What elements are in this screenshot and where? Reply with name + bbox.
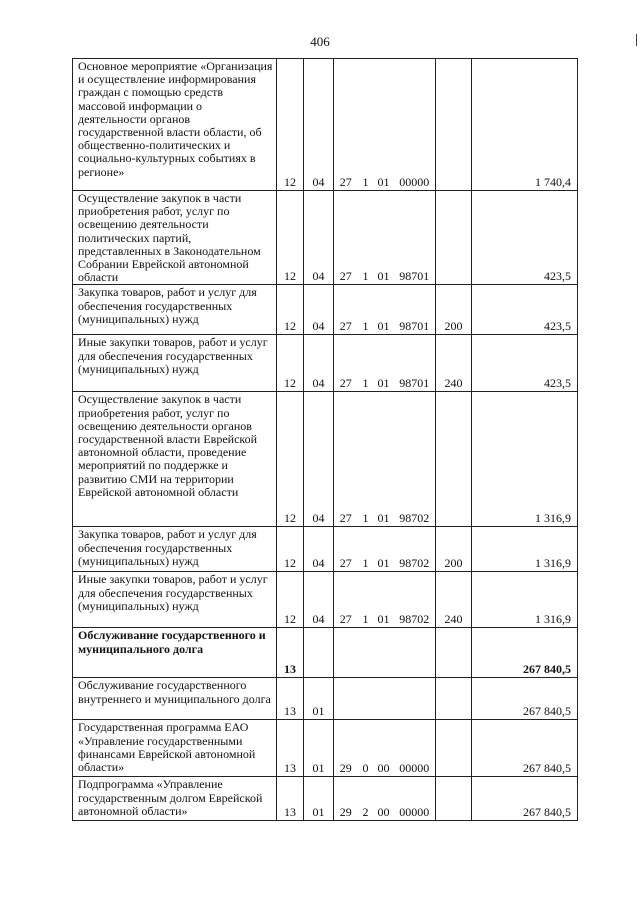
amount: 1 316,9 (472, 572, 578, 628)
target-article-subprogram (358, 628, 374, 678)
expense-type-code (436, 59, 472, 191)
table-row (73, 191, 578, 285)
section-code: 12 (277, 572, 304, 628)
target-article-direction: 00000 (394, 777, 436, 821)
target-article-subprogram: 1 (358, 392, 374, 527)
target-article-subprogram: 1 (358, 59, 374, 191)
subsection-code: 04 (304, 392, 334, 527)
row-name: Обслуживание государственного и муниципального долга (78, 628, 266, 656)
target-article-event: 01 (374, 191, 394, 285)
row-name: Закупка товаров, работ и услуг для обеспечения государственных (муниципальных) нужд (78, 527, 257, 568)
target-article-event (374, 628, 394, 678)
target-article-event: 00 (374, 777, 394, 821)
target-article-program (334, 678, 358, 720)
amount: 267 840,5 (472, 777, 578, 821)
row-name-cell (73, 59, 277, 191)
target-article-event: 01 (374, 572, 394, 628)
subsection-code (304, 628, 334, 678)
table-row (73, 285, 578, 335)
target-article-direction (394, 628, 436, 678)
table-row (73, 335, 578, 392)
amount: 267 840,5 (472, 720, 578, 777)
expense-type-code: 200 (436, 527, 472, 572)
expense-type-code (436, 191, 472, 285)
row-name: Осуществление закупок в части приобретения работ, услуг по освещению деятельности органов государственной власти Еврейской автономной области, проведение мероприятий по поддержке и развитию СМИ на территории Еврейской автономной области (78, 392, 258, 499)
target-article-subprogram: 1 (358, 527, 374, 572)
row-name-cell (73, 392, 277, 527)
target-article-program: 29 (334, 777, 358, 821)
row-name-cell (73, 572, 277, 628)
section-code: 12 (277, 335, 304, 392)
target-article-program: 27 (334, 392, 358, 527)
row-name: Закупка товаров, работ и услуг для обеспечения государственных (муниципальных) нужд (78, 285, 257, 326)
amount: 423,5 (472, 191, 578, 285)
target-article-direction: 98702 (394, 527, 436, 572)
table-row (73, 628, 578, 678)
section-code: 12 (277, 285, 304, 335)
expense-type-code: 200 (436, 285, 472, 335)
expense-type-code (436, 628, 472, 678)
target-article-subprogram: 1 (358, 285, 374, 335)
target-article-direction (394, 678, 436, 720)
row-name: Государственная программа ЕАО «Управление государственными финансами Еврейской автономной области» (78, 720, 256, 775)
target-article-direction: 98702 (394, 392, 436, 527)
row-name-cell (73, 335, 277, 392)
target-article-direction: 98702 (394, 572, 436, 628)
section-code: 13 (277, 777, 304, 821)
subsection-code: 04 (304, 527, 334, 572)
target-article-event: 00 (374, 720, 394, 777)
amount: 423,5 (472, 285, 578, 335)
row-name: Иные закупки товаров, работ и услуг для обеспечения государственных (муниципальных) нужд (78, 572, 268, 613)
target-article-program: 27 (334, 285, 358, 335)
target-article-program: 27 (334, 572, 358, 628)
row-name: Подпрограмма «Управление государственным долгом Еврейской автономной области» (78, 777, 263, 818)
row-name-cell (73, 285, 277, 335)
target-article-direction: 00000 (394, 59, 436, 191)
subsection-code: 04 (304, 285, 334, 335)
target-article-subprogram: 2 (358, 777, 374, 821)
target-article-event: 01 (374, 335, 394, 392)
row-name: Осуществление закупок в части приобретения работ, услуг по освещению деятельности политических партий, представленных в Законодательном Собрании Еврейской автономной области (78, 191, 261, 285)
target-article-program: 27 (334, 335, 358, 392)
amount: 267 840,5 (472, 628, 578, 678)
subsection-code: 01 (304, 720, 334, 777)
section-code: 12 (277, 191, 304, 285)
expense-type-code (436, 392, 472, 527)
target-article-program: 27 (334, 191, 358, 285)
amount: 267 840,5 (472, 678, 578, 720)
section-code: 12 (277, 392, 304, 527)
section-code: 13 (277, 628, 304, 678)
row-name: Иные закупки товаров, работ и услуг для обеспечения государственных (муниципальных) нужд (78, 335, 268, 376)
budget-table (72, 58, 578, 821)
target-article-program: 27 (334, 527, 358, 572)
row-name: Основное мероприятие «Организация и осуществление информирования граждан с помощью средств массовой информации о деятельности органов государственной власти области, об общественно-политических и социально-культурных событиях в регионе» (78, 59, 273, 179)
section-code: 12 (277, 527, 304, 572)
amount: 1 740,4 (472, 59, 578, 191)
scan-edge-mark (636, 34, 637, 46)
expense-type-code (436, 777, 472, 821)
row-name: Обслуживание государственного внутреннего и муниципального долга (78, 678, 271, 706)
target-article-event: 01 (374, 59, 394, 191)
target-article-program (334, 628, 358, 678)
page-number: 406 (310, 34, 330, 49)
section-code: 13 (277, 678, 304, 720)
target-article-event: 01 (374, 392, 394, 527)
section-code: 12 (277, 59, 304, 191)
subsection-code: 04 (304, 59, 334, 191)
target-article-direction: 98701 (394, 335, 436, 392)
target-article-subprogram: 1 (358, 191, 374, 285)
target-article-subprogram: 0 (358, 720, 374, 777)
amount: 1 316,9 (472, 392, 578, 527)
table-row (73, 572, 578, 628)
table-row (73, 720, 578, 777)
target-article-event: 01 (374, 527, 394, 572)
subsection-code: 04 (304, 335, 334, 392)
section-code: 13 (277, 720, 304, 777)
target-article-event (374, 678, 394, 720)
expense-type-code: 240 (436, 335, 472, 392)
target-article-program: 29 (334, 720, 358, 777)
target-article-event: 01 (374, 285, 394, 335)
row-name-cell (73, 191, 277, 285)
table-row (73, 777, 578, 821)
target-article-subprogram: 1 (358, 335, 374, 392)
amount: 1 316,9 (472, 527, 578, 572)
subsection-code: 04 (304, 191, 334, 285)
amount: 423,5 (472, 335, 578, 392)
expense-type-code (436, 678, 472, 720)
subsection-code: 04 (304, 572, 334, 628)
table-row (73, 678, 578, 720)
row-name-cell (73, 720, 277, 777)
target-article-direction: 98701 (394, 191, 436, 285)
row-name-cell (73, 628, 277, 678)
target-article-direction: 00000 (394, 720, 436, 777)
target-article-direction: 98701 (394, 285, 436, 335)
table-row (73, 59, 578, 191)
table-row (73, 392, 578, 527)
expense-type-code: 240 (436, 572, 472, 628)
target-article-subprogram: 1 (358, 572, 374, 628)
target-article-program: 27 (334, 59, 358, 191)
target-article-subprogram (358, 678, 374, 720)
expense-type-code (436, 720, 472, 777)
subsection-code: 01 (304, 777, 334, 821)
subsection-code: 01 (304, 678, 334, 720)
row-name-cell (73, 678, 277, 720)
row-name-cell (73, 777, 277, 821)
table-row (73, 527, 578, 572)
row-name-cell (73, 527, 277, 572)
